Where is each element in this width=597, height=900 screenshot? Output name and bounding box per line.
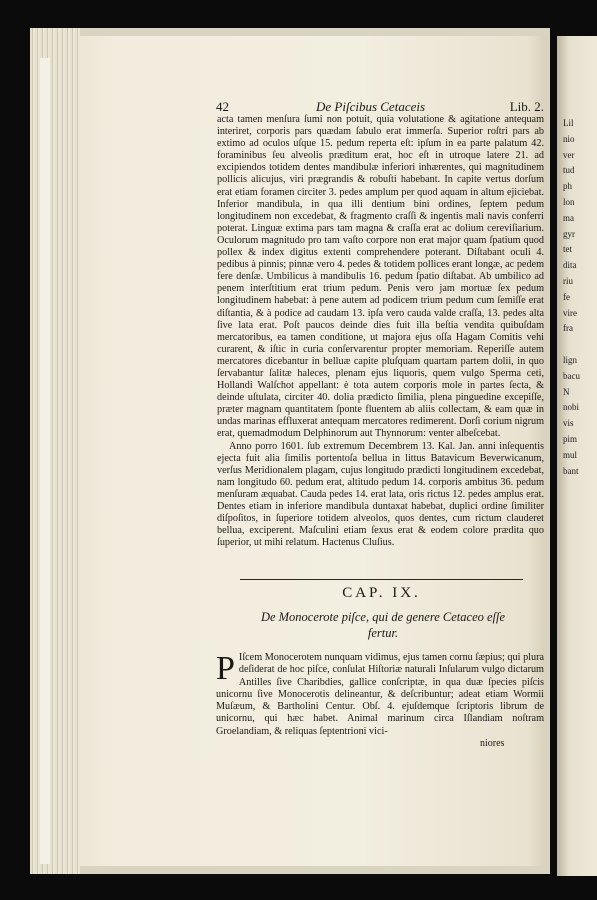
paragraph: acta tamen menſura ſumi non potuit, quia volutatione & agitatione antequam interiret, corporis pars quædam ſabulo erat immerſa. Superior roſtri pars ab extimo ad oculos uſque 15. pedum reperta eſt: ipſum in ea parte palatum 42. foraminibus ſeu alveolis præditum erat, hoc eſt in utroque latere 21. ad excipiendos totidem dentes mandibulæ inferiori inhærentes, qui magnitudinem pollicis alicujus, viri prægrandis & robuſti habebant. In capite vertus dorſum erat etiam foramen circiter 3. pedes amplum per quod aquam in altum ejiciebat. Inferior mandibula, in qua illi dentium bini ordines, ſeptem pedum longitudinem non excedebat, & fragmento craſſi & ingentis mali navis conferri poterat. Linguæ extima pars tam magna & craſſa erat ac dolium cereviſiarium. Oculorum magnitudo pro tam vaſto corpore non erat major quam ſpatium quod pollex & index digitus extenti comprehendere poterant. Diſtabant oculi 4. pedibus à pinnis; pinnæ vero 4. pedes & totidem pollices erant longæ, ac pedem fere denſæ. Umbilicus à mandibulis 16. pedum ſpatio diſtabat. Ab umbilico ad penem interſtitium erat trium pedum. Penis vero jam mortuæ ſex pedum longitudinem habebat: à pene autem ad podicem trium pedum cum ſemiſſe erat diſtantia, & à podice ad caudam 13. ipſa vero cauda valde craſſa, 13. pedes alta ſive lata erat. Poſt paucos deinde dies fuit illa beſtia vendita quibuſdam mercatoribus, ea tamen conditione, ut majora ejus oſſa Hagam Comitis vehi curarent, & iſtic in curia conſervarentur propter memoriam. Reperiſſe autem mercatores dicebantur in belluæ capite pluſquam quartam partem dolii, in quo ſervabantur ſalitæ haleces, plenam ejus liquoris, quem vulgo Sperma ceti, Hollandi Walſchot appellant: è tota autem corporis mole in partes ſecta, & deinde uſtulata, circiter 40. dolia prædicto ſimilia, plena pinguedine excepiſſe, præter magnam quantitatem ſponte fluentem ab aliis collectam, & eam quæ in undas marinas effluxerat antequam mercatores redimerent. Dorſi corium nigrum erat, quemadmodum Delphinorum aut Thynnorum: venter albeſcebat. — [217, 114, 544, 440]
chapter-label: CAP. IX. — [342, 585, 421, 601]
book-number: Lib. 2. — [509, 99, 544, 114]
chapter-heading: De Monocerote piſce, qui de genere Cetaceo eſſe fertur. — [260, 610, 506, 640]
paragraph: Anno porro 1601. ſub extremum Decembrem 13. Kal. Jan. anni inſequentis ejecta fuit alia ſimilis portentoſa bellua in littus Batavicum Beverwicanum, verſus Meridionalem plagam, cujus longitudo prædicti longitudinem excedebat, nam longitudo 60. pedum erat, altitudo pedum 14. corporis ambitus 36. pedum menſuram æquabat. Cauda pedes 14. erat lata, oris rictus 12. pedes amplus erat. Dentes etiam in inferiore mandibula duntaxat habebat, duplici ordine ſimiliter diſpoſitos, in ſuperiore totidem alveolos, quos dentes, cum rictum clauderet bellua, exciperent. Maſculini etiam ſexus erat & eodem colore prædita quo ſuperior, ut mihi relatum. Hactenus Cluſius. — [217, 440, 544, 549]
facing-page-text: Lil nio ver tud ph lon ma gyr tet dita riu fe vire fra lign bacu N nobi vis pim mul bant — [563, 118, 580, 476]
catchword: niores — [480, 738, 505, 749]
page-edges — [30, 28, 80, 874]
scan-margin — [40, 58, 50, 864]
drop-capital: P — [216, 650, 235, 687]
chapter-text — [216, 652, 544, 738]
section-rule — [240, 579, 523, 580]
page-number: 42 — [216, 99, 229, 114]
facing-page — [557, 36, 597, 876]
body-text — [217, 114, 544, 549]
chapter-paragraph: Iſcem Monocerotem nunquam vidimus, ejus tamen cornu ſæpius; qui plura deſiderat de hoc piſce, conſulat Hiſtoriæ naturali Inſularum vulgo dictarum Antilles ſive Charibdies, gallice conſcriptæ, in qua duæ ſpecies piſcis unicornu ſive Monocerotis delineantur, & deſcribuntur; adeat etiam Wormii Muſæum, & Bartholini Centur. Obſ. 4. ejuſdemque ſcriptoris librum de unicornu, qui hæc habet. Animal marinum circa Iſlandiam noſtram Groelandiam, & reliquas ſeptentrioni vici- — [216, 652, 544, 737]
running-title: De Piſcibus Cetaceis — [316, 99, 426, 114]
